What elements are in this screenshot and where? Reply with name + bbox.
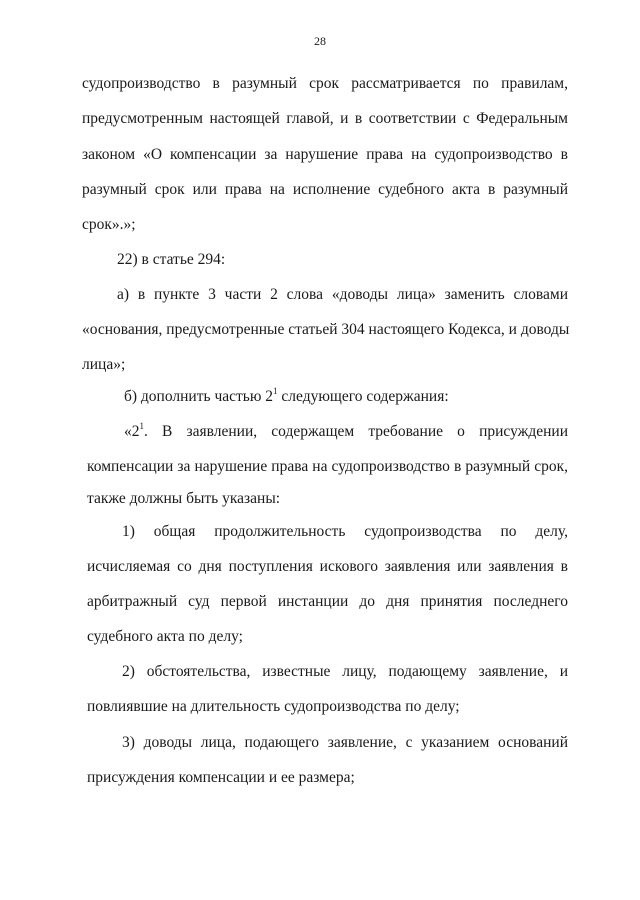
paragraph-line: компенсации за нарушение права на судопроизводство в разумный срок, (87, 458, 568, 475)
paragraph-line: предусмотренным настоящей главой, и в соответствии с Федеральным (82, 110, 568, 127)
superscript: 1 (273, 386, 278, 396)
paragraph-line: 2) обстоятельства, известные лицу, подающему заявление, и (122, 663, 568, 680)
paragraph-line: разумный срок или права на исполнение судебного акта в разумный (82, 181, 568, 198)
paragraph-line: «основания, предусмотренные статьей 304 настоящего Кодекса, и доводы (82, 321, 570, 338)
page-number: 28 (314, 34, 326, 48)
paragraph-line: 3) доводы лица, подающего заявление, с указанием оснований (122, 734, 568, 751)
paragraph-line: срок».»; (82, 216, 136, 233)
text-segment: «2 (124, 423, 140, 440)
paragraph-line: 22) в статье 294: (117, 251, 226, 268)
paragraph-line: а) в пункте 3 части 2 слова «доводы лица» заменить словами (117, 286, 568, 303)
paragraph-line: лица»; (82, 356, 126, 373)
paragraph-line: арбитражный суд первой инстанции до дня принятия последнего (87, 593, 568, 610)
superscript: 1 (139, 421, 144, 431)
paragraph-line: судопроизводство в разумный срок рассматривается по правилам, (82, 75, 568, 92)
paragraph-line: исчисляемая со дня поступления искового заявления или заявления в (87, 558, 568, 575)
paragraph-line: присуждения компенсации и ее размера; (87, 769, 355, 786)
paragraph-line: судебного акта по делу; (87, 628, 243, 645)
text-segment: . В заявлении, содержащем требование о присуждении (144, 423, 568, 440)
paragraph-line: также должны быть указаны: (87, 490, 281, 507)
paragraph-line: законом «О компенсации за нарушение права на судопроизводство в (82, 146, 568, 163)
paragraph-line (124, 387, 449, 407)
paragraph-line: повлиявшие на длительность судопроизводства по делу; (87, 698, 460, 715)
text-segment: б) дополнить частью 2 (124, 388, 274, 405)
paragraph-line: 1) общая продолжительность судопроизводства по делу, (122, 523, 568, 540)
paragraph-line (124, 422, 568, 442)
text-segment: следующего содержания: (277, 388, 449, 405)
